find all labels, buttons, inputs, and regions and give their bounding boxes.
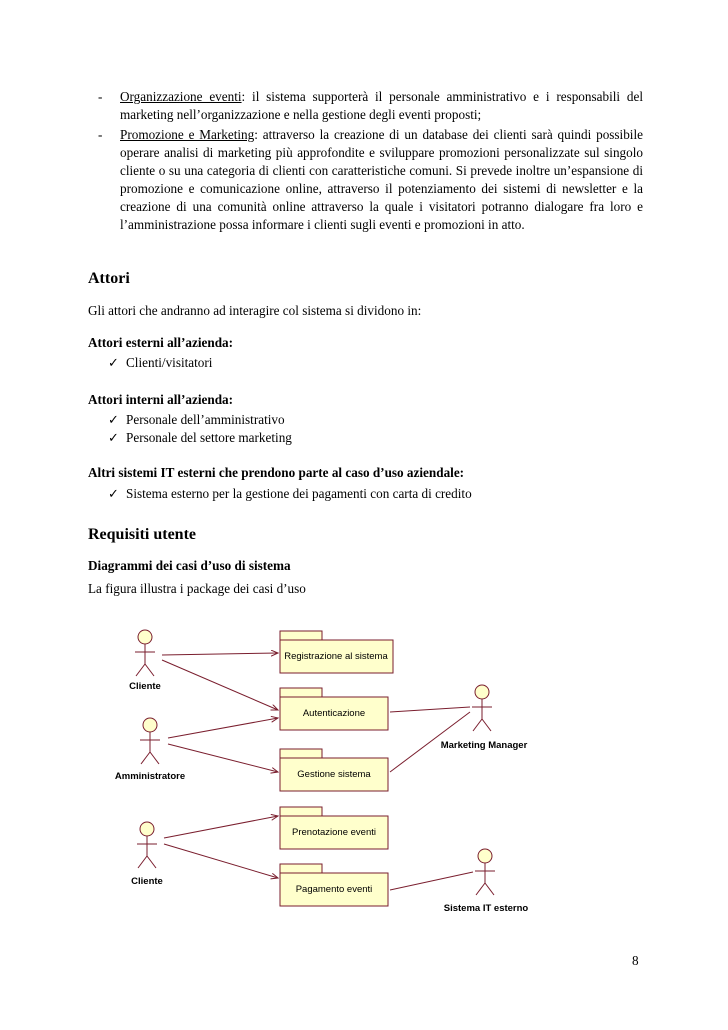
association-line xyxy=(164,844,278,878)
actor-head-icon xyxy=(143,718,157,732)
attori-esterni-title: Attori esterni all’azienda: xyxy=(88,335,234,350)
package-label: Registrazione al sistema xyxy=(284,651,388,662)
attori-interni-title: Attori interni all’azienda: xyxy=(88,392,234,407)
actor-cliente-bottom xyxy=(137,822,157,868)
check-item-label: Sistema esterno per la gestione dei pagamenti con carta di credito xyxy=(126,486,472,501)
package-label: Autenticazione xyxy=(302,708,366,719)
actor-head-icon xyxy=(475,685,489,699)
attori-intro: Gli attori che andranno ad interagire col sistema si dividono in: xyxy=(88,303,422,318)
actor-head-icon xyxy=(478,849,492,863)
package-prenotazione-eventi xyxy=(280,807,388,849)
actor-amministratore xyxy=(140,718,160,764)
package-label: Gestione sistema xyxy=(297,769,371,780)
association-line xyxy=(390,707,470,712)
package-tab xyxy=(280,631,322,640)
package-pagamento-eventi xyxy=(280,864,388,906)
bullet-dash: - xyxy=(98,89,103,104)
bullet-dash: - xyxy=(98,127,103,142)
check-icon: ✓ xyxy=(108,486,120,501)
package-autenticazione xyxy=(280,688,388,730)
package-tab xyxy=(280,688,322,697)
check-item-label: Personale del settore marketing xyxy=(126,430,292,445)
actor-head-icon xyxy=(140,822,154,836)
diagrammi-subheading: Diagrammi dei casi d’uso di sistema xyxy=(88,558,291,573)
association-line xyxy=(164,816,278,838)
figure-caption: La figura illustra i package dei casi d’uso xyxy=(88,581,306,596)
actor-cliente-top xyxy=(135,630,155,676)
check-icon: ✓ xyxy=(108,355,120,370)
section-heading-attori: Attori xyxy=(88,270,130,287)
association-line xyxy=(162,660,278,710)
actor-marketing-manager xyxy=(472,685,492,731)
package-tab xyxy=(280,864,322,873)
altri-sistemi-title: Altri sistemi IT esterni che prendono parte al caso d’uso aziendale: xyxy=(88,465,465,480)
check-icon: ✓ xyxy=(108,430,120,445)
check-icon: ✓ xyxy=(108,412,120,427)
bullet-description: : il sistema supporterà il personale amministrativo e i responsabili del marketing nell’organizzazione e nella gestione degli eventi proposti; xyxy=(120,89,643,122)
package-tab xyxy=(280,807,322,816)
check-item-label: Clienti/visitatori xyxy=(126,355,213,370)
package-label: Prenotazione eventi xyxy=(292,827,376,838)
association-line xyxy=(162,653,278,655)
package-gestione-sistema xyxy=(280,749,388,791)
bullet-term: Organizzazione eventi xyxy=(120,89,242,104)
association-line xyxy=(168,718,278,738)
bullet-description: : attraverso la creazione di un database dei clienti sarà quindi possibile operare analisi di marketing più approfondite e sviluppare promozioni personalizzate sul singolo cliente o su una categoria di clienti con caratteristiche comuni. Si prevede inoltre un’espansione di promozione e comunicazione online, attraverso il potenziamento dei sistemi di newsletter e la creazione di una comunità online attraverso la quale i visitatori potranno dialogare fra loro e l’amministrazione possa informare i clienti sugli eventi e promozioni in atto. xyxy=(120,127,643,232)
bullet-term: Promozione e Marketing xyxy=(120,127,255,142)
package-registrazione xyxy=(280,631,393,673)
actor-label-sistema-it: Sistema IT esterno xyxy=(443,903,529,914)
page-number: 8 xyxy=(632,953,639,968)
association-line xyxy=(390,872,473,890)
actor-label-cliente-top: Cliente xyxy=(129,681,161,692)
actor-head-icon xyxy=(138,630,152,644)
section-heading-requisiti: Requisiti utente xyxy=(88,526,196,543)
package-label: Pagamento eventi xyxy=(295,884,373,895)
actor-label-cliente-bottom: Cliente xyxy=(131,876,163,887)
package-tab xyxy=(280,749,322,758)
association-line xyxy=(168,744,278,772)
check-item-label: Personale dell’amministrativo xyxy=(126,412,285,427)
actor-label-amministratore: Amministratore xyxy=(114,771,186,782)
actor-label-marketing-manager: Marketing Manager xyxy=(440,740,528,751)
actor-sistema-it-esterno xyxy=(475,849,495,895)
